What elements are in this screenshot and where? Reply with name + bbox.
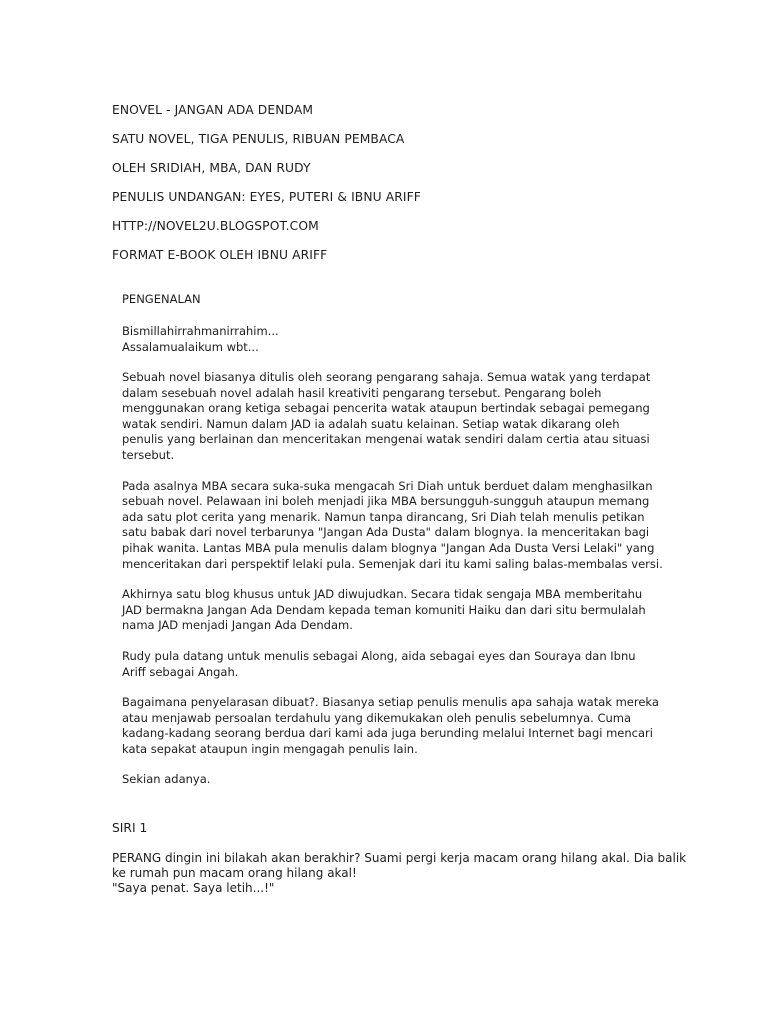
paragraph-line: Bagaimana penyelarasan dibuat?. Biasanya setiap penulis menulis apa sahaja watak mereka [122, 695, 659, 710]
greeting-line: Bismillahirrahmanirrahim... [122, 324, 279, 338]
paragraph-line: penulis yang berlainan dan menceritakan mengenai watak sendiri dalam certia atau situasi [122, 432, 650, 447]
story-line: PERANG dingin ini bilakah akan berakhir? Suami pergi kerja macam orang hilang akal. Dia balik [112, 851, 687, 865]
greeting [122, 323, 662, 355]
chapter-body [112, 851, 732, 896]
header-title: ENOVEL - JANGAN ADA DENDAM [112, 103, 314, 117]
paragraph-line: JAD bermakna Jangan Ada Dendam kepada teman komuniti Haiku dan dari situ bermulalah [122, 602, 646, 617]
paragraph-line: atau menjawab persoalan terdahulu yang dikemukakan oleh penulis sebelumnya. Cuma [122, 710, 632, 725]
story-line: ke rumah pun macam orang hilang akal! [112, 866, 357, 880]
section-heading: PENGENALAN [122, 292, 201, 306]
document-header [112, 101, 712, 275]
paragraph-line: watak sendiri. Namun dalam JAD ia adalah suatu kelainan. Setiap watak dikarang oleh [122, 416, 620, 431]
paragraph-line: Sekian adanya. [122, 772, 211, 787]
paragraph-line: Ariff sebagai Angah. [122, 664, 239, 679]
paragraph-line: kadang-kadang seorang berdua dari kami ada juga berunding melalui Internet bagi mencari [122, 726, 653, 741]
paragraph-line: menggunakan orang ketiga sebagai pencerita watak ataupun bertindak sebagai pemegang [122, 401, 650, 416]
paragraph-line: tersebut. [122, 447, 175, 462]
paragraph-line: nama JAD menjadi Jangan Ada Dendam. [122, 618, 353, 633]
story-line: "Saya penat. Saya letih...!" [112, 881, 275, 895]
header-guest-writers: PENULIS UNDANGAN: EYES, PUTERI & IBNU ARIFF [112, 190, 421, 204]
chapter-title: SIRI 1 [112, 821, 148, 835]
paragraph-line: ada satu plot cerita yang menarik. Namun tanpa dirancang, Sri Diah telah menulis petikan [122, 509, 645, 524]
paragraph-line: kata sepakat ataupun ingin mengagah penulis lain. [122, 741, 418, 756]
paragraph-line: Akhirnya satu blog khusus untuk JAD diwujudkan. Secara tidak sengaja MBA memberitahu [122, 587, 643, 602]
introduction-section [122, 291, 662, 803]
paragraph-line: dalam sesebuah novel adalah hasil kreativiti pengarang tersebut. Pengarang boleh [122, 385, 602, 400]
paragraph [122, 587, 662, 634]
paragraph-line: menceritakan dari perspektif lelaki pula. Semenjak dari itu kami saling balas-membalas versi. [122, 556, 663, 571]
paragraph-line: Sebuah novel biasanya ditulis oleh seorang pengarang sahaja. Semua watak yang terdapat [122, 370, 651, 384]
paragraph [122, 649, 662, 680]
paragraph-line: sebuah novel. Pelawaan ini boleh menjadi jika MBA bersungguh-sungguh ataupun memang [122, 494, 650, 509]
paragraph [122, 370, 662, 464]
header-format-credit: FORMAT E-BOOK OLEH IBNU ARIFF [112, 248, 328, 262]
paragraph-line: satu babak dari novel terbarunya "Jangan Ada Dusta" dalam blognya. Ia menceritakan bagi [122, 525, 650, 540]
header-url: HTTP://NOVEL2U.BLOGSPOT.COM [112, 219, 319, 233]
paragraph [122, 479, 662, 573]
header-tagline: SATU NOVEL, TIGA PENULIS, RIBUAN PEMBACA [112, 132, 405, 146]
paragraph-line: Rudy pula datang untuk menulis sebagai Along, aida sebagai eyes dan Souraya dan Ibnu [122, 648, 636, 663]
header-authors: OLEH SRIDIAH, MBA, DAN RUDY [112, 161, 311, 175]
paragraph-line: pihak wanita. Lantas MBA pula menulis dalam blognya "Jangan Ada Dusta Versi Lelaki" yang [122, 540, 655, 555]
paragraph [122, 695, 662, 757]
paragraph-closing [122, 772, 662, 788]
greeting-line: Assalamualaikum wbt... [122, 340, 259, 354]
paragraph-line: Pada asalnya MBA secara suka-suka mengacah Sri Diah untuk berduet dalam menghasilkan [122, 478, 653, 493]
